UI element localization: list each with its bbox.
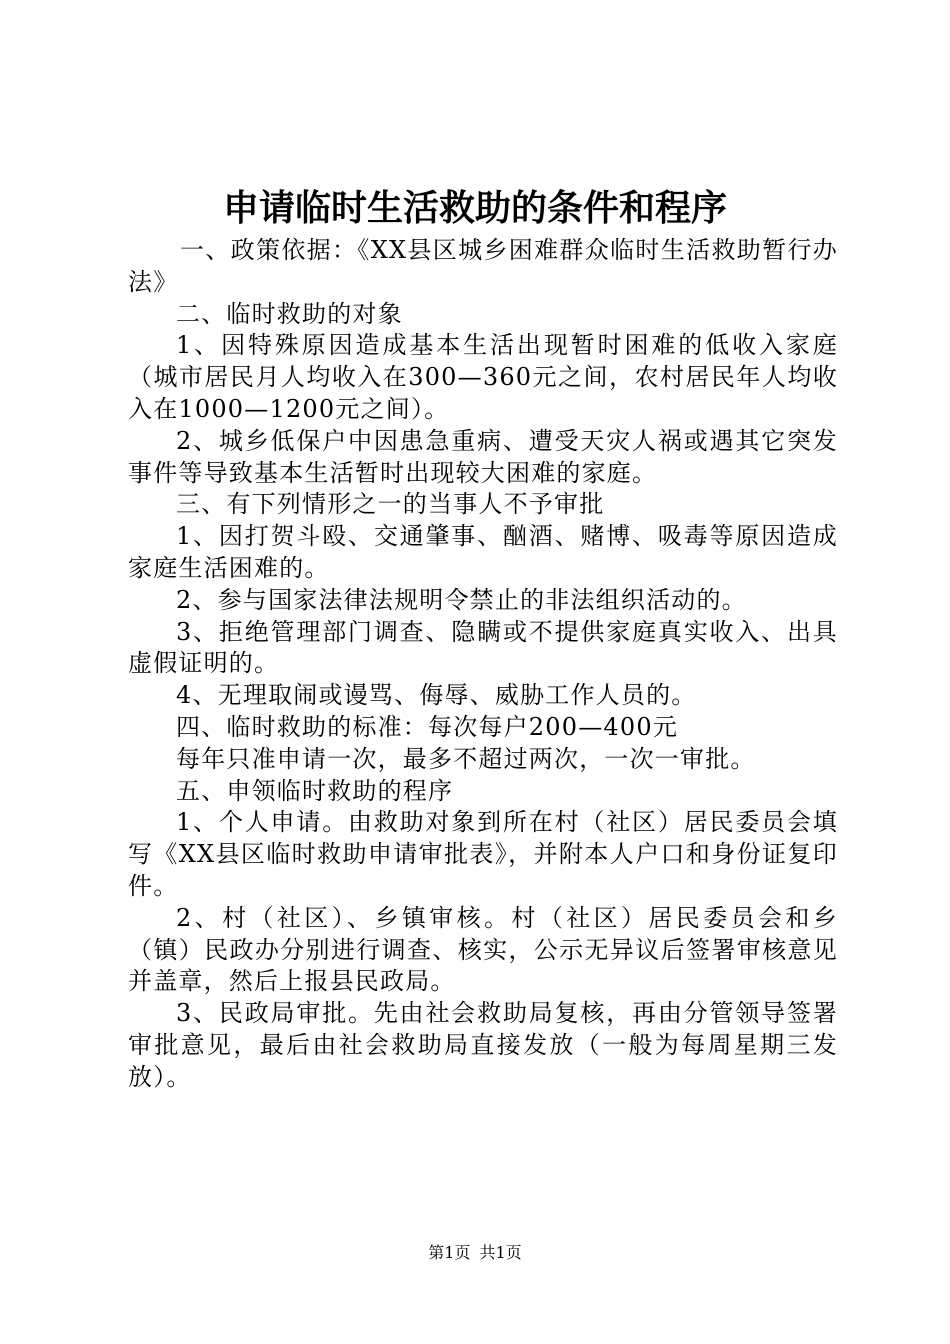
paragraph-section-3-item-4: 4、无理取闹或谩骂、侮辱、威胁工作人员的。 (176, 681, 697, 710)
paragraph-section-2-item-2: 2、城乡低保户中因患急重病、遭受天灾人祸或遇其它突发事件等导致基本生活暂时出现较大困难的家庭。 (128, 426, 838, 487)
document-body (128, 235, 838, 1094)
paragraph-section-3-item-1: 1、因打贺斗殴、交通肇事、酗酒、赌博、吸毒等原因造成家庭生活困难的。 (128, 522, 838, 582)
paragraph-section-2-heading: 二、临时救助的对象 (176, 299, 403, 328)
paragraph-section-3-item-3: 3、拒绝管理部门调查、隐瞒或不提供家庭真实收入、出具虚假证明的。 (128, 617, 838, 678)
page-total: 共1页 (479, 1243, 522, 1262)
paragraph-section-5-item-1: 1、个人申请。由救助对象到所在村（社区）居民委员会填写《XX县区临时救助申请审批表》，并附本人户口和身份证复印件。 (128, 808, 838, 900)
paragraph-section-5-item-2: 2、村（社区）、乡镇审核。村（社区）居民委员会和乡（镇）民政办分别进行调查、核实，公示无异议后签署审核意见并盖章，然后上报县民政局。 (128, 903, 838, 996)
page-number: 第1页 (428, 1243, 471, 1262)
paragraph-section-4-heading: 四、临时救助的标准：每次每户200—400元 (176, 712, 679, 741)
paragraph-policy-basis: 一、政策依据：《XX县区城乡困难群众临时生活救助暂行办法》 (128, 236, 838, 296)
paragraph-section-5-heading: 五、申领临时救助的程序 (176, 776, 454, 805)
paragraph-section-3-item-2: 2、参与国家法律法规明令禁止的非法组织活动的。 (176, 585, 747, 614)
document-title: 申请临时生活救助的条件和程序 (222, 188, 727, 229)
paragraph-section-3-heading: 三、有下列情形之一的当事人不予审批 (176, 490, 605, 519)
paragraph-section-2-item-1: 1、因特殊原因造成基本生活出现暂时困难的低收入家庭（城市居民月人均收入在300—360元之间，农村居民年人均收入在1000—1200元之间）。 (128, 331, 838, 423)
paragraph-section-4-note: 每年只准申请一次，最多不超过两次，一次一审批。 (176, 744, 756, 773)
page-footer (0, 1243, 950, 1263)
paragraph-section-5-item-3: 3、民政局审批。先由社会救助局复核，再由分管领导签署审批意见，最后由社会救助局直接发放（一般为每周星期三发放）。 (128, 999, 838, 1091)
